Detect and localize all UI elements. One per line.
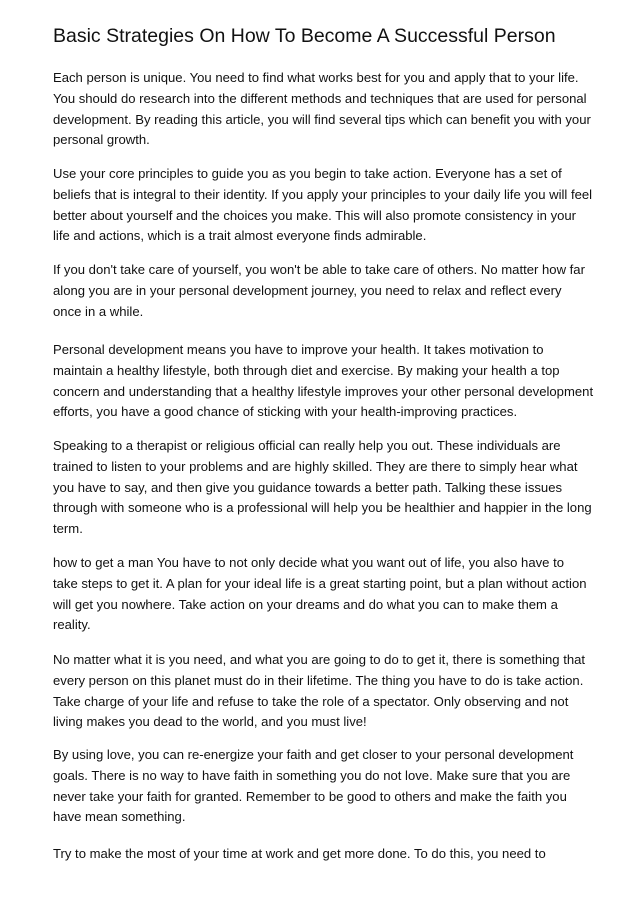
text-line: goals. There is no way to have faith in something you do not love. Make sure that you are bbox=[53, 767, 571, 783]
text-line: living makes you dead to the world, and you must live! bbox=[53, 714, 367, 730]
paragraph-5 bbox=[53, 436, 598, 540]
text-line: personal growth. bbox=[53, 132, 150, 148]
text-line: concern and understanding that a healthy lifestyle improves your other personal development bbox=[53, 383, 594, 399]
document-title: Basic Strategies On How To Become A Successful Person bbox=[53, 25, 556, 47]
paragraph-9 bbox=[53, 844, 598, 865]
text-line: never take your faith for granted. Remember to be good to others and make the faith you bbox=[53, 788, 567, 804]
paragraph-7 bbox=[53, 650, 598, 733]
paragraph-1 bbox=[53, 68, 598, 151]
text-line: maintain a healthy lifestyle, both through diet and exercise. By making your health a top bbox=[53, 362, 560, 378]
text-line: Take charge of your life and refuse to take the role of a spectator. Only observing and not bbox=[53, 693, 569, 709]
text-line: life and actions, which is a trait almost everyone finds admirable. bbox=[53, 228, 427, 244]
text-line: once in a while. bbox=[53, 303, 144, 319]
text-line: No matter what it is you need, and what you are going to do to get it, there is something that bbox=[53, 652, 586, 667]
text-line: you have to say, and then give you guidance towards a better path. Talking these issues bbox=[53, 479, 563, 495]
text-line: trained to listen to your problems and are highly skilled. They are there to simply hear what bbox=[53, 458, 578, 474]
text-line: Use your core principles to guide you as you begin to take action. Everyone has a set of bbox=[53, 166, 562, 181]
text-line: Speaking to a therapist or religious official can really help you out. These individuals are bbox=[53, 438, 561, 453]
text-line: how to get a man You have to not only decide what you want out of life, you also have to bbox=[53, 555, 565, 570]
text-line: beliefs that is integral to their identity. If you apply your principles to your daily life you will feel bbox=[53, 186, 593, 202]
paragraph-2 bbox=[53, 164, 598, 247]
paragraph-4 bbox=[53, 340, 598, 423]
text-line: Each person is unique. You need to find what works best for you and apply that to your life. bbox=[53, 70, 579, 85]
paragraph-8 bbox=[53, 745, 598, 828]
text-line: efforts, you have a good chance of sticking with your health-improving practices. bbox=[53, 404, 518, 420]
text-line: development. By reading this article, you will find several tips which can benefit you with your bbox=[53, 111, 591, 127]
paragraph-6 bbox=[53, 553, 598, 636]
text-line: every person on this planet must do in their lifetime. The thing you have to do is take action. bbox=[53, 672, 584, 688]
text-line: will get you nowhere. Take action on your dreams and do what you can to make them a bbox=[53, 596, 558, 612]
text-line: reality. bbox=[53, 617, 91, 633]
text-line: have mean something. bbox=[53, 809, 186, 825]
text-line: By using love, you can re-energize your faith and get closer to your personal development bbox=[53, 747, 574, 762]
text-line: If you don't take care of yourself, you won't be able to take care of others. No matter how far bbox=[53, 262, 585, 277]
text-line: Personal development means you have to improve your health. It takes motivation to bbox=[53, 342, 544, 357]
text-line: better about yourself and the choices you make. This will also promote consistency in your bbox=[53, 207, 577, 223]
text-line: through with someone who is a professional will help you be healthier and happier in the long bbox=[53, 500, 592, 516]
text-line: Try to make the most of your time at work and get more done. To do this, you need to bbox=[53, 846, 546, 861]
text-line: term. bbox=[53, 521, 83, 537]
paragraph-3 bbox=[53, 260, 598, 322]
text-line: along you are in your personal development journey, you need to relax and reflect every bbox=[53, 282, 562, 298]
text-line: take steps to get it. A plan for your ideal life is a great starting point, but a plan without action bbox=[53, 575, 587, 591]
text-line: You should do research into the different methods and techniques that are used for personal bbox=[53, 90, 587, 106]
